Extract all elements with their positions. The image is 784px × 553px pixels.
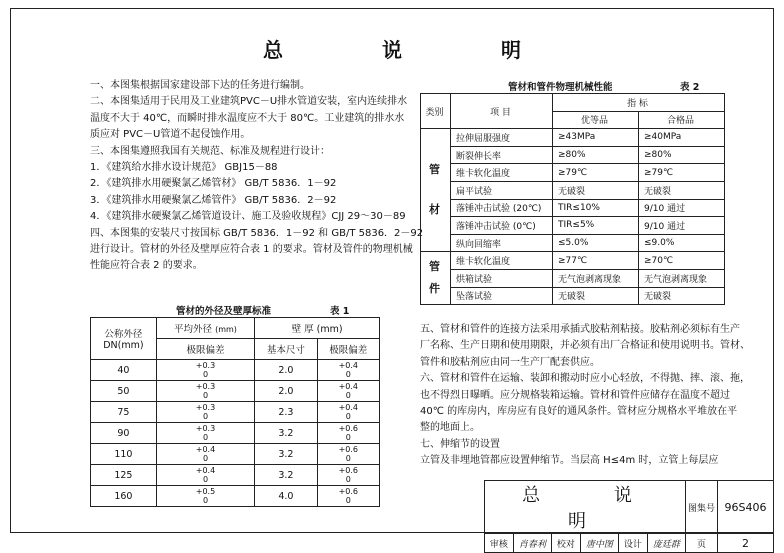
good-cell: 无破裂	[553, 181, 639, 199]
item-cell: 维卡软化温度	[451, 164, 553, 182]
page-number: 2	[718, 534, 774, 553]
good-cell: ≥79℃	[553, 164, 639, 182]
wall-base-cell: 2.0	[255, 360, 317, 381]
wall-base-cell: 3.2	[255, 423, 317, 444]
ok-cell: 无气泡剥离现象	[639, 269, 725, 287]
check-label: 校对	[551, 534, 580, 553]
table-row	[421, 164, 725, 182]
item-cell: 落锤冲击试验 (20℃)	[451, 199, 553, 217]
good-cell: ≥77℃	[553, 252, 639, 270]
note-line: 四、本图集的安装尺寸按国标 GB/T 5836．1－92 和 GB/T 5836．2－92	[90, 227, 424, 239]
wall-deviation-cell: +0.6 0	[317, 486, 379, 507]
note-line: 一、本图集根据国家建设部下达的任务进行编制。	[90, 80, 310, 91]
table1-header-wall: 壁 厚 (mm)	[255, 318, 380, 339]
ok-cell: 无破裂	[639, 287, 725, 305]
wall-base-cell: 3.2	[255, 444, 317, 465]
note-line: 4．《建筑排水硬聚氯乙烯管道设计、施工及验收规程》CJJ 29～30－89	[90, 211, 406, 223]
table-row	[421, 217, 725, 235]
wall-deviation-cell: +0.4 0	[317, 360, 379, 381]
table1-number: 表 1	[330, 306, 350, 317]
item-cell: 坠落试验	[451, 287, 553, 305]
ok-cell: 无破裂	[639, 181, 725, 199]
category-pipe: 管 材	[421, 129, 451, 252]
title-block-name: 总 说 明	[485, 481, 686, 534]
dn-cell: 110	[91, 444, 157, 465]
design-signature: 庞廷群	[647, 534, 685, 553]
atlas-label: 图集号	[686, 481, 718, 534]
table1-header-dn: 公称外径 DN(mm)	[91, 318, 157, 360]
od-deviation-cell: +0.3 0	[156, 423, 254, 444]
item-cell: 扁平试验	[451, 181, 553, 199]
wall-deviation-cell: +0.6 0	[317, 423, 379, 444]
item-cell: 维卡软化温度	[451, 252, 553, 270]
table2-mechanical-properties	[420, 93, 725, 305]
table-row	[91, 360, 380, 381]
check-signature: 唐中图	[580, 534, 618, 553]
ok-cell: ≥79℃	[639, 164, 725, 182]
table-row	[91, 465, 380, 486]
page-label: 页	[686, 534, 718, 553]
note-line: 1．《建筑给水排水设计规范》 GBJ15－88	[90, 162, 278, 174]
ok-cell: ≤9.0%	[639, 234, 725, 252]
item-cell: 断裂伸长率	[451, 146, 553, 164]
table2-number: 表 2	[680, 82, 700, 93]
table2-header-item: 项 目	[451, 94, 553, 129]
category-fitting: 管 件	[421, 252, 451, 305]
good-cell: TIR≤10%	[553, 199, 639, 217]
wall-deviation-cell: +0.4 0	[317, 402, 379, 423]
table2-header-category: 类别	[421, 94, 451, 129]
od-deviation-cell: +0.4 0	[156, 465, 254, 486]
review-signature: 肖春利	[513, 534, 551, 553]
table2-header-good: 优等品	[553, 111, 639, 129]
table-row	[421, 287, 725, 305]
ok-cell: ≥80%	[639, 146, 725, 164]
table-row	[421, 234, 725, 252]
note-line: 温度不大于 40℃，而瞬时排水温度应不大于 80℃。工业建筑的排水水	[90, 112, 405, 124]
table-row	[91, 381, 380, 402]
table-row	[421, 199, 725, 217]
note-line: 性能应符合表 2 的要求。	[90, 260, 203, 272]
table2-caption: 管材和管件物理机械性能	[508, 82, 613, 93]
ok-cell: ≥70℃	[639, 252, 725, 270]
general-notes	[90, 78, 424, 275]
note-line: 立管及非埋地管都应设置伸缩节。当层高 H≤4m 时，立管上每层应	[420, 455, 719, 467]
od-deviation-cell: +0.3 0	[156, 381, 254, 402]
dn-cell: 90	[91, 423, 157, 444]
wall-base-cell: 3.2	[255, 465, 317, 486]
note-line: 五、管材和管件的连接方法采用承插式胶粘剂粘接。胶粘剂必须标有生产	[420, 324, 740, 335]
good-cell: ≤5.0%	[553, 234, 639, 252]
atlas-number: 96S406	[718, 481, 774, 534]
table2-header-ok: 合格品	[639, 111, 725, 129]
note-line: 三、本图集遵照我国有关规范、标准及规程进行设计：	[90, 145, 330, 157]
table1-header-wall-dev: 极限偏差	[317, 339, 379, 360]
item-cell: 烘箱试验	[451, 269, 553, 287]
table-row	[91, 486, 380, 507]
dn-cell: 125	[91, 465, 157, 486]
ok-cell: 9/10 通过	[639, 217, 725, 235]
good-cell: ≥80%	[553, 146, 639, 164]
table1-header-od: 平均外径 (mm)	[156, 318, 254, 339]
dn-cell: 75	[91, 402, 157, 423]
title-block	[484, 480, 774, 553]
table1-header-base: 基本尺寸	[255, 339, 317, 360]
note-line: 二、本图集适用于民用及工业建筑PVC－U排水管道安装，室内连续排水	[90, 96, 408, 108]
good-cell: 无破裂	[553, 287, 639, 305]
note-line: 六、管材和管件在运输、装卸和搬动时应小心轻放，不得抛、摔、滚、拖，	[420, 373, 750, 385]
wall-base-cell: 4.0	[255, 486, 317, 507]
ok-cell: ≥40MPa	[639, 129, 725, 147]
good-cell: TIR≤5%	[553, 217, 639, 235]
od-deviation-cell: +0.5 0	[156, 486, 254, 507]
wall-base-cell: 2.3	[255, 402, 317, 423]
od-deviation-cell: +0.3 0	[156, 360, 254, 381]
good-cell: ≥43MPa	[553, 129, 639, 147]
note-line: 厂名称、生产日期和使用期限，并必须有出厂合格证和使用说明书。管材、	[420, 340, 750, 352]
installation-notes	[420, 322, 750, 470]
item-cell: 落锤冲击试验 (0℃)	[451, 217, 553, 235]
table1-header-od-dev: 极限偏差	[156, 339, 254, 360]
note-line: 进行设计。管材的外径及壁厚应符合表 1 的要求。管材及管件的物理机械	[90, 244, 413, 256]
wall-deviation-cell: +0.6 0	[317, 465, 379, 486]
note-line: 整的地面上。	[420, 422, 480, 434]
table-row	[421, 269, 725, 287]
good-cell: 无气泡剥离现象	[553, 269, 639, 287]
dn-cell: 160	[91, 486, 157, 507]
note-line: 七、伸缩节的设置	[420, 438, 500, 450]
table-row	[91, 402, 380, 423]
note-line: 管件和胶粘剂应由同一生产厂配套供应。	[420, 356, 600, 368]
design-label: 设计	[618, 534, 647, 553]
item-cell: 纵向回缩率	[451, 234, 553, 252]
note-line: 2．《建筑排水用硬聚氯乙烯管材》 GB/T 5836．1－92	[90, 178, 337, 190]
table-row	[421, 129, 725, 147]
page-title: 总 说 明	[263, 38, 567, 62]
note-line: 也不得烈日曝晒。应分规格装箱运输。管材和管件应储存在温度不超过	[420, 389, 730, 401]
note-line: 40℃ 的库房内，库房应有良好的通风条件。管材应分规格水平堆放在平	[420, 406, 738, 418]
item-cell: 拉伸屈服强度	[451, 129, 553, 147]
review-label: 审核	[485, 534, 514, 553]
table-row	[421, 252, 725, 270]
table-row	[91, 423, 380, 444]
od-deviation-cell: +0.3 0	[156, 402, 254, 423]
dn-cell: 40	[91, 360, 157, 381]
note-line: 质应对 PVC－U管道不起侵蚀作用。	[90, 129, 251, 141]
wall-deviation-cell: +0.4 0	[317, 381, 379, 402]
table-row	[421, 181, 725, 199]
table2-header-index: 指 标	[553, 94, 725, 112]
table-row	[91, 444, 380, 465]
dn-cell: 50	[91, 381, 157, 402]
od-deviation-cell: +0.4 0	[156, 444, 254, 465]
wall-base-cell: 2.0	[255, 381, 317, 402]
table1-pipe-dimensions	[90, 317, 380, 507]
table1-caption: 管材的外径及壁厚标准	[176, 306, 272, 317]
note-line: 3．《建筑排水用硬聚氯乙烯管件》 GB/T 5836．2－92	[90, 194, 337, 206]
ok-cell: 9/10 通过	[639, 199, 725, 217]
table-row	[421, 146, 725, 164]
wall-deviation-cell: +0.6 0	[317, 444, 379, 465]
